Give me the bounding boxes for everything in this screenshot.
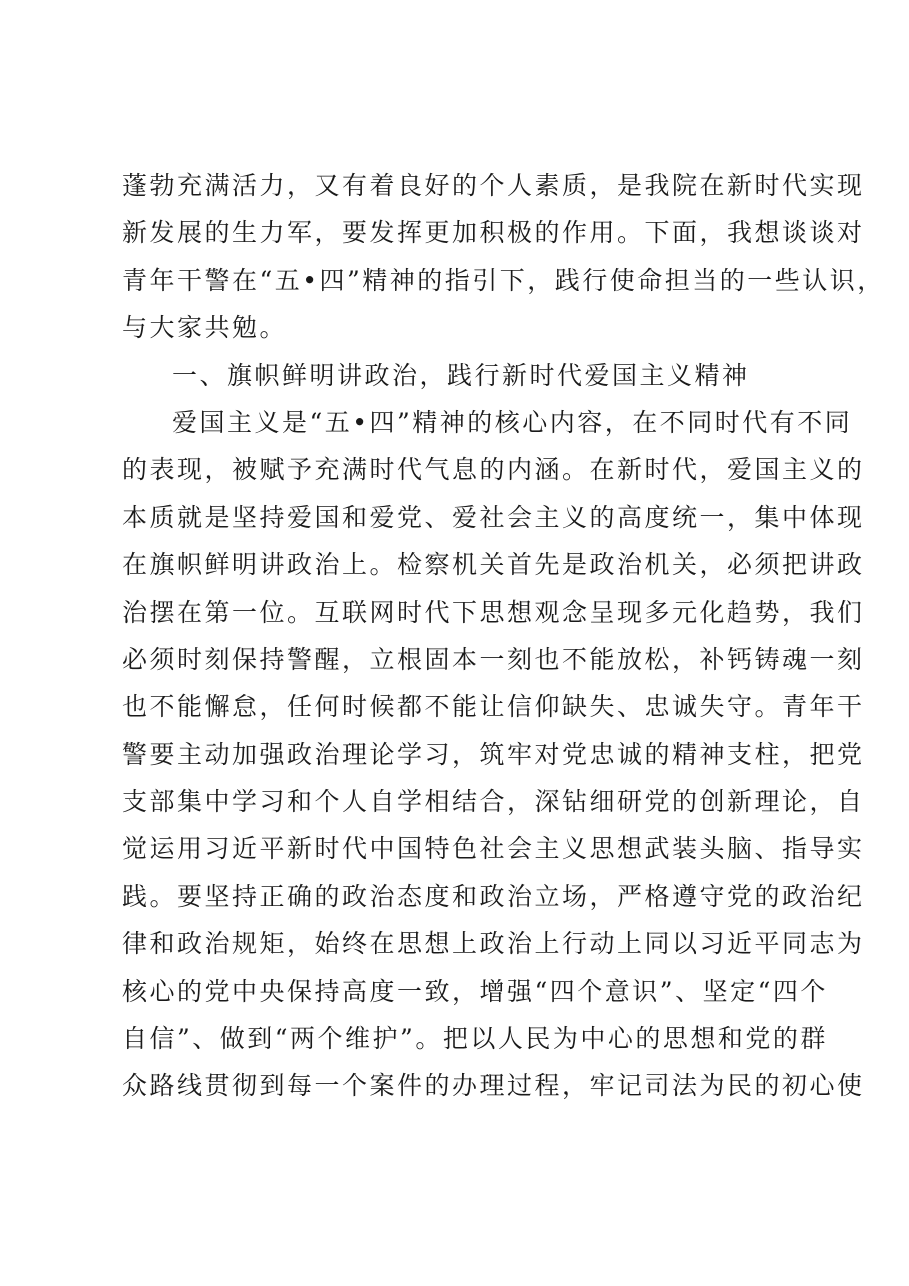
section-heading: 一、旗帜鲜明讲政治，践行新时代爱国主义精神 xyxy=(172,360,750,390)
text-line: 践。要坚持正确的政治态度和政治立场，严格遵守党的政治纪 xyxy=(122,881,865,911)
paragraph-intro xyxy=(122,162,885,352)
text-line: 必须时刻保持警醒，立根固本一刻也不能放松，补钙铸魂一刻 xyxy=(122,644,865,674)
text-line: 新发展的生力军，要发挥更加积极的作用。下面，我想谈谈对 xyxy=(122,218,865,248)
text-line: 核心的党中央保持高度一致，增强“四个意识”、坚定“四个 xyxy=(122,976,828,1006)
document-body xyxy=(122,162,885,1110)
text-line: 觉运用习近平新时代中国特色社会主义思想武装头脑、指导实 xyxy=(122,834,865,864)
text-line: 治摆在第一位。互联网时代下思想观念呈现多元化趋势，我们 xyxy=(122,597,865,627)
text-line: 青年干警在“五•四”精神的指引下，践行使命担当的一些认识， xyxy=(122,265,885,295)
text-line: 警要主动加强政治理论学习，筑牢对党忠诚的精神支柱，把党 xyxy=(122,739,865,769)
text-line: 众路线贯彻到每一个案件的办理过程，牢记司法为民的初心使 xyxy=(122,1071,865,1101)
text-line: 也不能懈怠，任何时候都不能让信仰缺失、忠诚失守。青年干 xyxy=(122,692,865,722)
text-line: 支部集中学习和个人自学相结合，深钻细研党的创新理论，自 xyxy=(122,787,865,817)
paragraph-patriotism xyxy=(122,399,865,1110)
text-line: 律和政治规矩，始终在思想上政治上行动上同以习近平同志为 xyxy=(122,929,865,959)
text-line: 蓬勃充满活力，又有着良好的个人素质，是我院在新时代实现 xyxy=(122,171,865,200)
text-line: 与大家共勉。 xyxy=(122,313,288,343)
text-line: 在旗帜鲜明讲政治上。检察机关首先是政治机关，必须把讲政 xyxy=(122,550,865,580)
text-line: 爱国主义是“五•四”精神的核心内容，在不同时代有不同 xyxy=(172,407,853,437)
text-line: 自信”、做到“两个维护”。把以人民为中心的思想和党的群 xyxy=(122,1024,828,1054)
text-line: 的表现，被赋予充满时代气息的内涵。在新时代，爱国主义的 xyxy=(122,455,865,485)
text-line: 本质就是坚持爱国和爱党、爱社会主义的高度统一，集中体现 xyxy=(122,502,865,532)
